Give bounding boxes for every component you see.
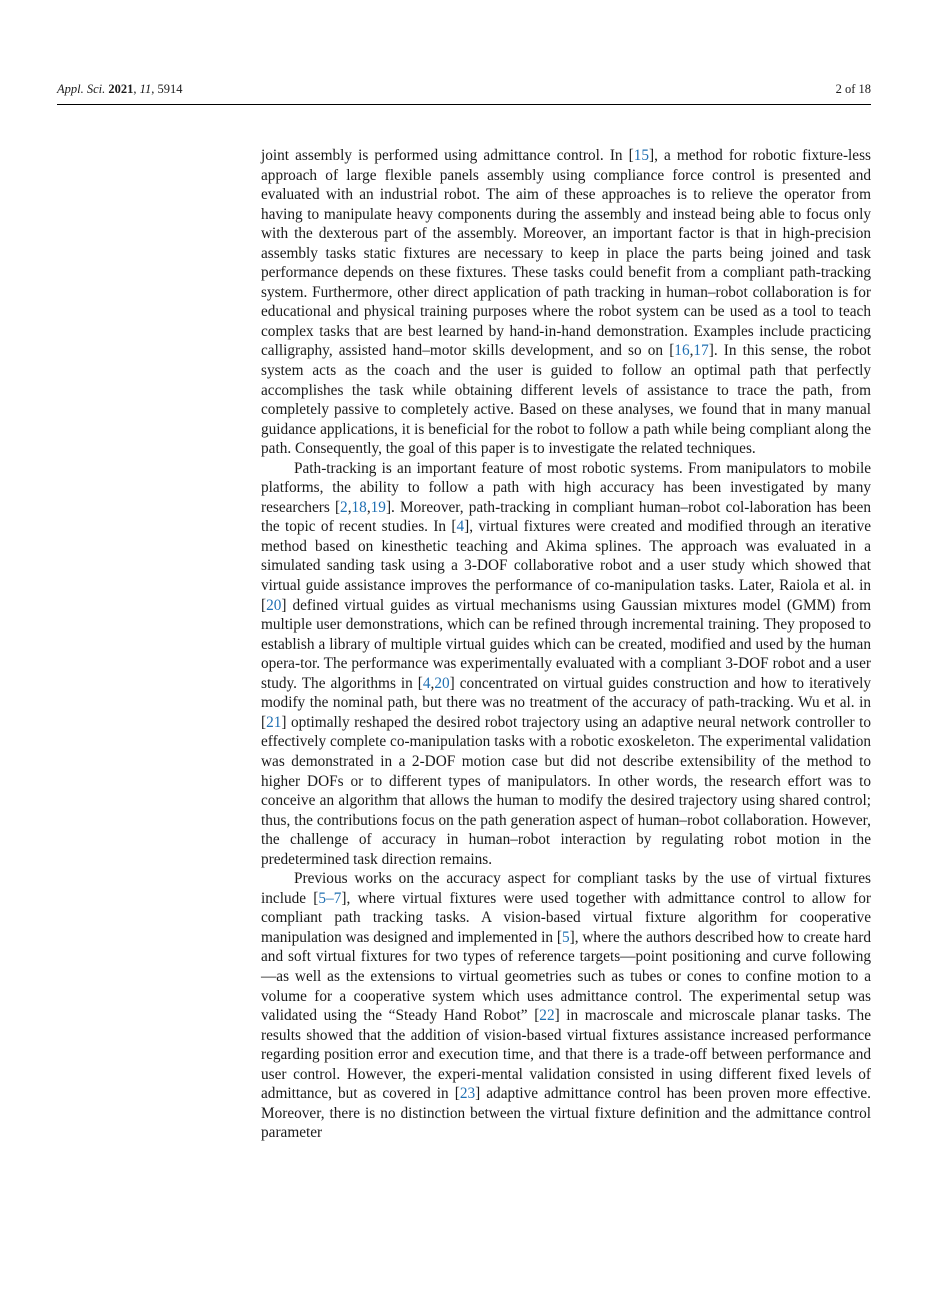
paragraph-text: ] concentrated on virtual guides construction and how to iteratively modify the nominal path, but there was no treatment of the accuracy of path-tracking. Wu et al. in [ [261,674,871,731]
paragraph-text: Path-tracking is an important feature of most robotic systems. From manipulators to mobile platforms, the ability to follow a path with high accuracy has been investigated by many researchers [ [261,459,871,516]
paragraph-text: ], where the authors described how to create hard and soft virtual fixtures for two types of reference targets—point positioning and curve following—as well as the extensions to virtual geometries such as tubes or cones to confine motion to a volume for a cooperative system which uses admittance control. The experimental setup was validated using the “Steady Hand Robot” [ [261,928,871,1025]
citation-link[interactable]: 23 [459,1085,476,1103]
citation-link[interactable]: 19 [370,498,386,516]
paragraph-text: , [366,498,371,516]
journal-volume: 11 [139,82,152,96]
paragraph-text: ]. In this sense, the robot system acts as the coach and the user is guided to follow an optimal path that perfectly accomplishes the task while obtaining different levels of assistance to trace the path, from completely passive to completely active. Based on these analyses, we found that in many manual guidance applications, it is beneficial for the robot to follow a path while being compliant along the path. Consequently, the goal of this paper is to investigate the related techniques. [261,342,871,458]
running-header [57,82,871,104]
header-rule [57,104,871,105]
citation-link[interactable]: 5 [561,928,570,946]
paragraph-text: ], a method for robotic fixture-less approach of large flexible panels assembly using compliance force control is presented and evaluated with an industrial robot. The aim of these approaches is to relieve the operator from having to manipulate heavy components during the assembly and instead being able to focus only with the dexterous part of the assembly. Moreover, an important factor is that in high-precision assembly tasks static fixtures are necessary to keep in place the parts being joined and task performance depends on these fixtures. These tasks could benefit from a compliant path-tracking system. Furthermore, other direct application of path tracking in human–robot collaboration is for educational and physical training purposes where the robot system can be used as a tool to teach complex tasks that are best learned by hand-in-hand demonstration. Examples include practicing calligraphy, assisted hand–motor skills development, and so on [ [261,147,871,360]
paragraph-text: , [430,674,435,692]
paragraph-text: , [347,498,352,516]
paragraph-text: ], where virtual fixtures were used together with admittance control to allow for compliant path tracking tasks. A vision-based virtual fixture algorithm for cooperative manipulation was designed and implemented in [ [261,889,872,946]
paragraph-text: ], virtual fixtures were created and modified through an iterative method based on kinesthetic teaching and Akima splines. The approach was evaluated in a simulated sanding task using a 3-DOF collaborative robot and a user study which showed that virtual guide assistance improves the performance of co-manipulation tasks. Later, Raiola et al. in [ [261,518,871,614]
paragraph-text: Previous works on the accuracy aspect for compliant tasks by the use of virtual fixtures include [ [261,870,871,907]
citation-link[interactable]: 2 [340,498,348,516]
citation-link[interactable]: 4 [456,518,465,536]
citation-link[interactable]: 20 [266,596,282,614]
paragraph-text: ] defined virtual guides as virtual mechanisms using Gaussian mixtures model (GMM) from multiple user demonstrations, which can be refined through incremental training. They proposed to establish a library of multiple virtual guides which can be created, modified and used by the human opera-tor. The performance was experimentally evaluated with a compliant 3-DOF robot and a user study. The algorithms in [ [261,596,871,692]
paragraph [261,146,871,459]
page-number: 2 of 18 [835,82,871,96]
article-body [261,146,871,1143]
citation-link[interactable]: 17 [693,342,709,360]
citation-link[interactable]: 4 [422,674,431,692]
paragraph-text: ]. Moreover, path-tracking in compliant human–robot col-laboration has been the topic of recent studies. In [ [261,498,871,536]
citation-link[interactable]: 22 [539,1007,555,1025]
paragraph [261,459,871,869]
paragraph-text: ] adaptive admittance control has been proven more effective. Moreover, there is no distinction between the virtual fixture definition and the admittance control parameter [261,1085,871,1142]
paragraph-text: , [689,342,694,360]
paragraph [261,869,871,1143]
article-number: 5914 [157,82,183,96]
citation-link[interactable]: 21 [266,713,282,731]
citation-link[interactable]: 16 [674,342,690,360]
paragraph-text: joint assembly is performed using admittance control. In [ [261,147,634,164]
paragraph-text: ] in macroscale and microscale planar tasks. The results showed that the addition of vision-based virtual fixtures assistance increased performance regarding position error and execution time, and that there is a trade-off between performance and user control. However, the experi-mental validation consisted in using different fixed levels of admittance, but as covered in [ [261,1007,871,1103]
citation-link[interactable]: 20 [434,674,450,692]
citation-link[interactable]: 18 [351,498,367,516]
paragraph-text: ] optimally reshaped the desired robot trajectory using an adaptive neural network controller to effectively complete co-manipulation tasks with a robotic exoskeleton. The experimental validation was demonstrated in a 2-DOF motion case but did not describe extensibility of the method to higher DOFs or to different types of manipulators. In other words, the research effort was to conceive an algorithm that allows the human to modify the desired trajectory using shared control; thus, the contributions focus on the path generation aspect of human–robot collaboration. However, the challenge of accuracy in human–robot interaction by regulating robot motion in the predetermined task direction remains. [261,713,871,868]
journal-name: Appl. Sci. [57,82,106,96]
citation-link[interactable]: 5–7 [318,889,342,907]
citation-link[interactable]: 15 [633,147,650,164]
journal-citation: Appl. Sci. 2021, 11, 5914 [57,82,183,96]
journal-year: 2021 [108,82,134,96]
